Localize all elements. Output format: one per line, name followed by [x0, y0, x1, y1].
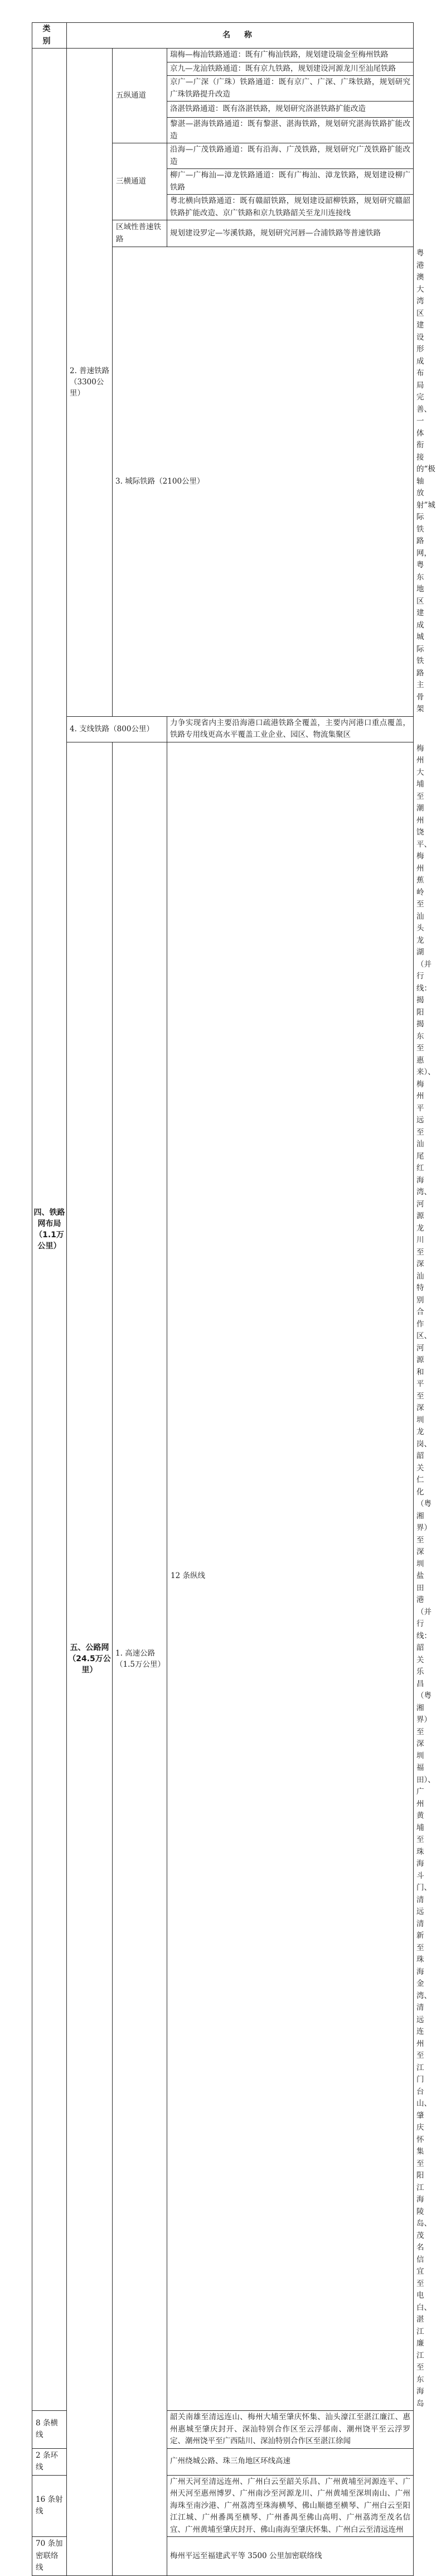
planning-table	[32, 22, 435, 2576]
horizontal-lines-desc: 韶关南雄至清远连山、梅州大埔至肇庆怀集、汕头濠江至湛江廉江、惠州惠城至肇庆封开、深汕特别合作区至云浮郁南、潮州饶平至云浮罗定、潮州饶平至广西陆川、深汕特别合作区至湛江徐闻	[167, 2411, 414, 2449]
intercity-railway-label: 3. 城际铁路（2100公里）	[113, 247, 414, 717]
vertical-lines-label: 12 条纵线	[167, 742, 414, 2411]
regional-railway-desc: 规划建设罗定—岑溪铁路，规划研究河唇—合浦铁路等普速铁路	[167, 220, 414, 247]
three-horizontal-item: 沿海—广茂铁路通道：既有沿海、广茂铁路，规划研究广茂铁路扩能改造	[167, 143, 414, 169]
highway-category: 五、公路网（24.5万公里）	[67, 742, 113, 2575]
table-row: 3. 城际铁路（2100公里） 粤港澳大湾区建设形成布局完善、一体衔接的“极轴放射”城际铁路网，粤东地区建成城际铁路主骨架	[32, 247, 414, 717]
regional-railway-label: 区域性普速铁路	[113, 220, 167, 247]
five-vertical-item: 黎湛—湛海铁路通道：既有黎湛、湛海铁路，规划研究湛海铁路扩能改造	[167, 118, 414, 143]
category-header: 类 别	[32, 23, 67, 49]
ring-lines-label: 2 条环线	[32, 2448, 67, 2475]
three-horizontal-label: 三横通道	[113, 143, 167, 220]
five-vertical-item: 京九—龙汕铁路通道：既有京九铁路，规划建设河源龙川至汕尾铁路	[167, 62, 414, 76]
name-header: 名 称	[67, 23, 414, 49]
table-row	[32, 49, 414, 62]
table-header-row	[32, 23, 414, 49]
table-row	[32, 716, 414, 742]
ring-lines-desc: 广州绕城公路、珠三角地区环线高速	[167, 2448, 414, 2475]
three-horizontal-item: 粤北横向铁路通道：既有赣韶铁路，规划建设韶柳铁路，规划研究赣韶铁路扩能改造、京广铁路和京九铁路韶关至龙川连接线	[167, 195, 414, 220]
five-vertical-item: 洛湛铁路通道：既有洛湛铁路，规划研究洛湛铁路扩能改造	[167, 102, 414, 118]
radial-lines-desc: 广州天河至清远连州、广州白云至韶关乐昌、广州黄埔至河源连平、广州天河至惠州博罗、广州南沙至河源龙川、广州黄埔至深圳南山、广州海珠至南沙港、广州荔湾至珠海横琴、佛山顺德至横琴、广州白云至阳江江城、广州番禺至横琴、广州番禺至佛山高明、广州荔湾至茂名信宜、广州黄埔至肇庆封开、佛山南海至肇庆怀集、广州白云至清远连州	[167, 2475, 414, 2537]
five-vertical-item: 京广—广深（广珠）铁路通道：既有京广、广深、广珠铁路，规划研究广珠铁路提升改造	[167, 76, 414, 102]
five-vertical-item: 瑞梅—梅汕铁路通道：既有广梅汕铁路，规划建设瑞金至梅州铁路	[167, 49, 414, 62]
branch-railway-desc: 力争实现省内主要沿海港口疏港铁路全覆盖，主要内河港口重点覆盖，铁路专用线更高水平覆盖工业企业、园区、物流集聚区	[167, 716, 414, 742]
five-vertical-label: 五纵通道	[113, 49, 167, 143]
conventional-railway-label: 2. 普速铁路（3300公里）	[67, 49, 113, 717]
horizontal-lines-label: 8 条横线	[32, 2411, 67, 2449]
connector-lines-label: 70 条加密联络线	[32, 2537, 67, 2576]
radial-lines-label: 16 条射线	[32, 2475, 67, 2537]
three-horizontal-item: 柳广—广梅汕—漳龙铁路通道：既有广梅汕、漳龙铁路，规划建设柳广铁路	[167, 169, 414, 195]
table-row: 五、公路网（24.5万公里） 1. 高速公路（1.5万公里） 12 条纵线 梅州大埔至潮州饶平、梅州蕉岭至汕头龙湖（并行线：揭阳揭东至惠来）、梅州平远至汕尾红海湾、河源龙川至深汕特别合作区、河源和平至深圳龙岗、韶关仁化（粤湘界）至深圳盐田港（并行线：韶关乐昌（粤湘界）至深圳福田）、广州黄埔至珠海斗门、清远清新至珠海金湾、清远连州至江门台山、肇庆怀集至阳江海陵岛、茂名信宜至电白、湛江廉江至东海岛	[32, 742, 414, 2411]
railway-category: 四、铁路网布局（1.1万公里）	[32, 49, 67, 2411]
branch-railway-label: 4. 支线铁路（800公里）	[67, 716, 167, 742]
connector-lines-desc: 梅州平远至福建武平等 3500 公里加密联络线	[167, 2537, 414, 2576]
expressway-label: 1. 高速公路（1.5万公里）	[113, 742, 167, 2575]
